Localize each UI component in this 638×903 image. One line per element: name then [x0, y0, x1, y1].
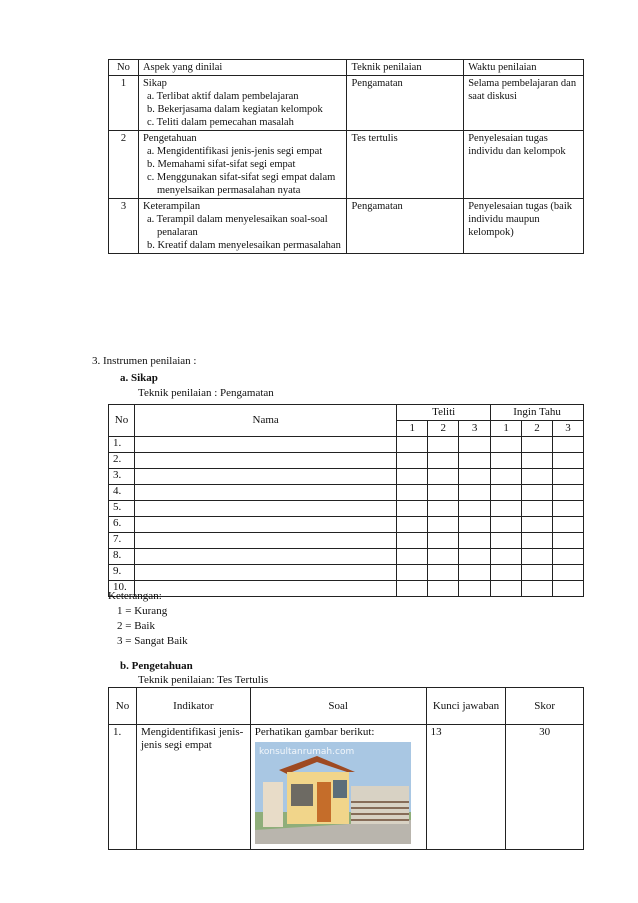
score-cell [428, 549, 459, 565]
score-cell [459, 437, 491, 453]
score-cell [522, 437, 553, 453]
row-answer: 13 [426, 725, 506, 850]
table-row [109, 725, 584, 850]
row-no: 2. [109, 453, 135, 469]
score-cell [491, 437, 522, 453]
table-row [109, 453, 584, 469]
header-aspect: Aspek yang dinilai [138, 60, 347, 76]
assessment-aspect-table [108, 59, 584, 254]
name-cell [134, 453, 396, 469]
header-name: Nama [134, 405, 396, 437]
name-cell [134, 565, 396, 581]
legend-item: 1 = Kurang [117, 605, 168, 617]
row-no: 9. [109, 565, 135, 581]
row-time: Penyelesaian tugas individu dan kelompok [464, 131, 584, 199]
score-cell [397, 533, 428, 549]
table-row [109, 131, 584, 199]
table-row [109, 581, 584, 597]
score-cell [428, 437, 459, 453]
score-cell [428, 485, 459, 501]
score-cell [459, 565, 491, 581]
score-cell [459, 453, 491, 469]
aspect-item: a. Terampil dalam menyelesaikan soal-soal penalaran [146, 214, 328, 238]
row-no: 1. [109, 725, 137, 850]
score-cell [491, 549, 522, 565]
score-cell [522, 469, 553, 485]
name-cell [134, 517, 396, 533]
table-row [109, 533, 584, 549]
table-row [109, 76, 584, 131]
header-indicator: Indikator [136, 688, 250, 725]
score-header: 2 [522, 421, 553, 437]
legend-item: 2 = Baik [117, 620, 155, 632]
score-cell [552, 501, 583, 517]
score-cell [522, 501, 553, 517]
score-cell [397, 453, 428, 469]
score-cell [397, 501, 428, 517]
row-no: 1. [109, 437, 135, 453]
score-cell [552, 565, 583, 581]
row-no: 5. [109, 501, 135, 517]
table-row [109, 501, 584, 517]
row-no: 1 [109, 76, 139, 131]
name-cell [134, 437, 396, 453]
score-cell [491, 469, 522, 485]
score-header: 3 [459, 421, 491, 437]
score-cell [552, 549, 583, 565]
table-row [109, 199, 584, 254]
score-cell [428, 581, 459, 597]
score-cell [459, 517, 491, 533]
score-cell [459, 581, 491, 597]
score-cell [428, 501, 459, 517]
row-no: 10. [109, 581, 135, 597]
name-cell [134, 485, 396, 501]
table-row [109, 469, 584, 485]
aspect-item: c. Teliti dalam pemecahan masalah [146, 117, 294, 128]
row-technique: Tes tertulis [347, 131, 464, 199]
row-indicator: Mengidentifikasi jenis-jenis segi empat [136, 725, 250, 850]
name-cell [134, 501, 396, 517]
score-cell [397, 485, 428, 501]
row-technique: Pengamatan [347, 199, 464, 254]
score-cell [522, 453, 553, 469]
aspect-title: Sikap [142, 78, 167, 89]
score-header: 1 [491, 421, 522, 437]
score-cell [491, 533, 522, 549]
score-header: 2 [428, 421, 459, 437]
row-no: 7. [109, 533, 135, 549]
score-cell [428, 533, 459, 549]
aspect-title: Keterampilan [142, 201, 201, 212]
header-question: Soal [250, 688, 426, 725]
score-cell [428, 517, 459, 533]
legend-item: 3 = Sangat Baik [117, 635, 188, 647]
header-no: No [109, 405, 135, 437]
row-no: 3. [109, 469, 135, 485]
aspect-item: b. Memahami sifat-sifat segi empat [146, 159, 296, 170]
score-cell [459, 469, 491, 485]
score-cell [459, 485, 491, 501]
sikap-observation-table [108, 404, 584, 597]
pengetahuan-technique: Teknik penilaian: Tes Tertulis [138, 674, 269, 686]
row-technique: Pengamatan [347, 76, 464, 131]
row-aspect [138, 76, 347, 131]
header-answer-key: Kunci jawaban [426, 688, 506, 725]
score-cell [522, 533, 553, 549]
score-cell [397, 469, 428, 485]
score-cell [552, 517, 583, 533]
name-cell [134, 469, 396, 485]
score-cell [491, 501, 522, 517]
name-cell [134, 549, 396, 565]
header-time: Waktu penilaian [464, 60, 584, 76]
score-cell [459, 533, 491, 549]
table-row [109, 549, 584, 565]
score-cell [552, 437, 583, 453]
sikap-title: a. Sikap [120, 372, 158, 384]
aspect-item: b. Bekerjasama dalam kegiatan kelompok [146, 104, 323, 115]
score-cell [552, 533, 583, 549]
written-test-table [108, 687, 584, 850]
score-cell [491, 485, 522, 501]
row-no: 2 [109, 131, 139, 199]
header-teliti: Teliti [397, 405, 491, 421]
table-header-row [109, 405, 584, 421]
svg-text:konsultanrumah.com: konsultanrumah.com [258, 747, 354, 757]
score-cell [397, 437, 428, 453]
sikap-technique: Teknik penilaian : Pengamatan [138, 387, 274, 399]
table-header-row [109, 688, 584, 725]
score-cell [491, 453, 522, 469]
score-cell [522, 581, 553, 597]
score-cell [459, 549, 491, 565]
header-no: No [109, 688, 137, 725]
table-row [109, 485, 584, 501]
row-aspect [138, 199, 347, 254]
row-no: 4. [109, 485, 135, 501]
score-cell [522, 565, 553, 581]
score-header: 3 [552, 421, 583, 437]
score-cell [428, 565, 459, 581]
aspect-item: c. Menggunakan sifat-sifat segi empat dalam menyelsaikan permasalahan nyata [146, 172, 336, 196]
score-cell [522, 549, 553, 565]
row-question [250, 725, 426, 850]
score-cell [397, 581, 428, 597]
header-ingin-tahu: Ingin Tahu [491, 405, 584, 421]
score-cell [491, 565, 522, 581]
row-time: Selama pembelajaran dan saat diskusi [464, 76, 584, 131]
score-cell [522, 517, 553, 533]
row-time: Penyelesaian tugas (baik individu maupun kelompok) [464, 199, 584, 254]
score-cell [491, 581, 522, 597]
score-cell [397, 549, 428, 565]
table-header-row [109, 60, 584, 76]
house-image [255, 742, 411, 844]
table-row [109, 437, 584, 453]
score-cell [522, 485, 553, 501]
score-cell [397, 565, 428, 581]
row-no: 6. [109, 517, 135, 533]
table-row [109, 565, 584, 581]
pengetahuan-title: b. Pengetahuan [120, 660, 193, 672]
question-text: Perhatikan gambar berikut: [254, 726, 375, 738]
aspect-item: a. Mengidentifikasi jenis-jenis segi empat [146, 146, 323, 157]
name-cell [134, 581, 396, 597]
score-cell [552, 469, 583, 485]
section-title: 3. Instrumen penilaian : [92, 355, 197, 367]
score-cell [552, 485, 583, 501]
name-cell [134, 533, 396, 549]
row-aspect [138, 131, 347, 199]
aspect-item: a. Terlibat aktif dalam pembelajaran [146, 91, 299, 102]
score-cell [552, 453, 583, 469]
score-cell [459, 501, 491, 517]
row-score: 30 [506, 725, 584, 850]
header-technique: Teknik penilaian [347, 60, 464, 76]
score-cell [397, 517, 428, 533]
score-cell [552, 581, 583, 597]
score-cell [491, 517, 522, 533]
header-no: No [109, 60, 139, 76]
aspect-title: Pengetahuan [142, 133, 197, 144]
row-no: 8. [109, 549, 135, 565]
header-score: Skor [506, 688, 584, 725]
table-row [109, 517, 584, 533]
score-cell [428, 453, 459, 469]
score-cell [428, 469, 459, 485]
row-no: 3 [109, 199, 139, 254]
aspect-item: b. Kreatif dalam menyelesaikan permasalahan [146, 240, 341, 251]
legend-title: Keterangan: [108, 590, 162, 602]
score-header: 1 [397, 421, 428, 437]
